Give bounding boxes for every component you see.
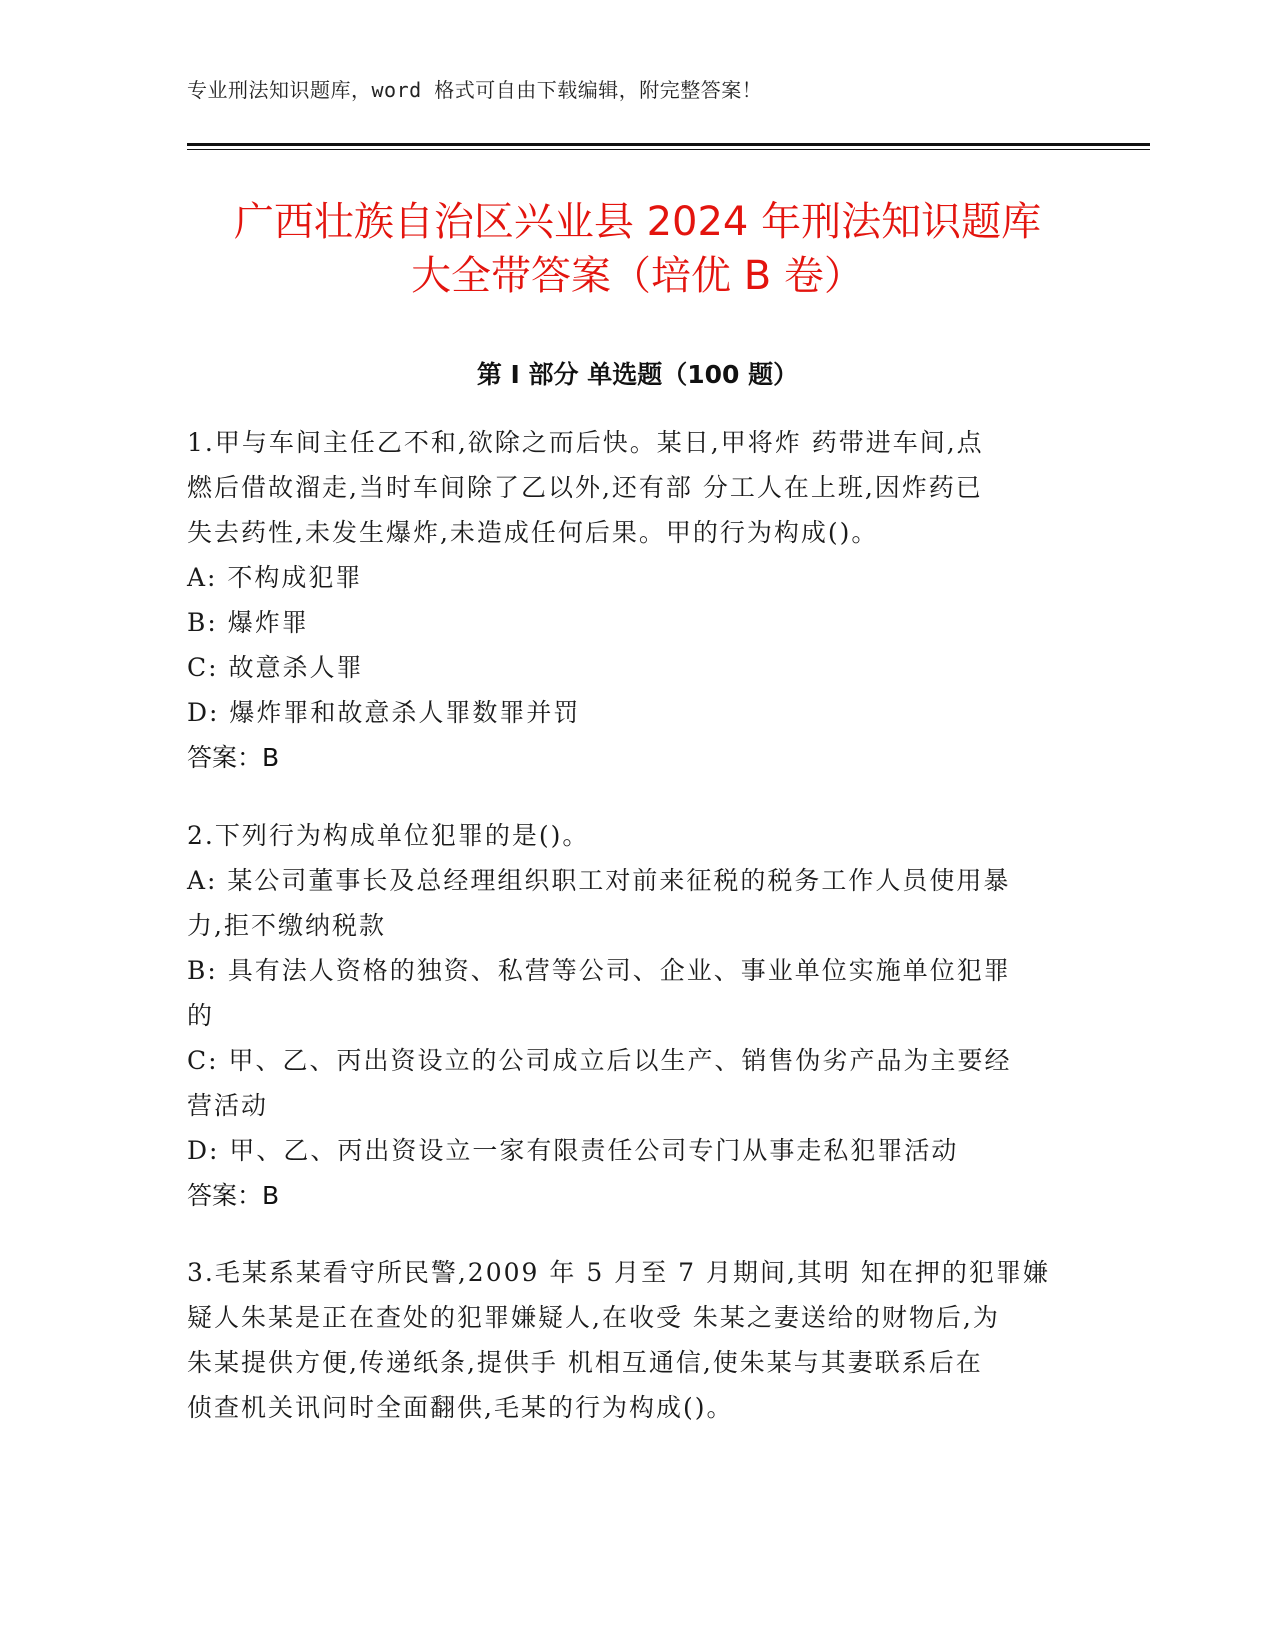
- option-a: A: 某公司董事长及总经理组织职工对前来征税的税务工作人员使用暴: [187, 866, 1011, 895]
- option-d: D: 爆炸罪和故意杀人罪数罪并罚: [187, 698, 581, 727]
- header-rule-thick: [187, 143, 1150, 146]
- option-b: B: 爆炸罪: [187, 608, 309, 637]
- title-line-1: 广西壮族自治区兴业县 2024 年刑法知识题库: [233, 199, 1042, 245]
- question-stem-line: 疑人朱某是正在查处的犯罪嫌疑人,在收受 朱某之妻送给的财物后,为: [187, 1303, 1000, 1332]
- title-line-2: 大全带答案（培优 B 卷）: [411, 253, 864, 299]
- header-rule-thin: [187, 149, 1150, 150]
- question-stem-line: 失去药性,未发生爆炸,未造成任何后果。甲的行为构成()。: [187, 518, 879, 547]
- document-title: [150, 195, 1125, 303]
- option-b: B: 具有法人资格的独资、私营等公司、企业、事业单位实施单位犯罪: [187, 956, 1011, 985]
- answer-2: 答案：B: [187, 1181, 280, 1210]
- option-c-continued: 营活动: [187, 1091, 269, 1120]
- option-b-continued: 的: [187, 1001, 215, 1030]
- question-1: [187, 420, 1077, 735]
- option-c: C: 甲、乙、丙出资设立的公司成立后以生产、销售伪劣产品为主要经: [187, 1046, 1012, 1075]
- option-d: D: 甲、乙、丙出资设立一家有限责任公司专门从事走私犯罪活动: [187, 1136, 959, 1165]
- question-stem-line: 朱某提供方便,传递纸条,提供手 机相互通信,使朱某与其妻联系后在: [187, 1348, 983, 1377]
- question-stem-line: 2.下列行为构成单位犯罪的是()。: [187, 821, 590, 850]
- question-stem-line: 1.甲与车间主任乙不和,欲除之而后快。某日,甲将炸 药带进车间,点: [187, 428, 984, 457]
- section-heading: 第 I 部分 单选题（100 题）: [476, 360, 799, 389]
- question-3: [187, 1250, 1077, 1430]
- option-a-continued: 力,拒不缴纳税款: [187, 911, 386, 940]
- answer-1: 答案：B: [187, 743, 280, 772]
- option-a: A: 不构成犯罪: [187, 563, 363, 592]
- question-stem-line: 燃后借故溜走,当时车间除了乙以外,还有部 分工人在上班,因炸药已: [187, 473, 983, 502]
- question-2: [187, 813, 1077, 1173]
- option-c: C: 故意杀人罪: [187, 653, 364, 682]
- header-note: 专业刑法知识题库，word 格式可自由下载编辑，附完整答案！: [187, 78, 763, 102]
- question-stem-line: 侦查机关讯问时全面翻供,毛某的行为构成()。: [187, 1393, 734, 1422]
- question-stem-line: 3.毛某系某看守所民警,2009 年 5 月至 7 月期间,其明 知在押的犯罪嫌: [187, 1258, 1050, 1287]
